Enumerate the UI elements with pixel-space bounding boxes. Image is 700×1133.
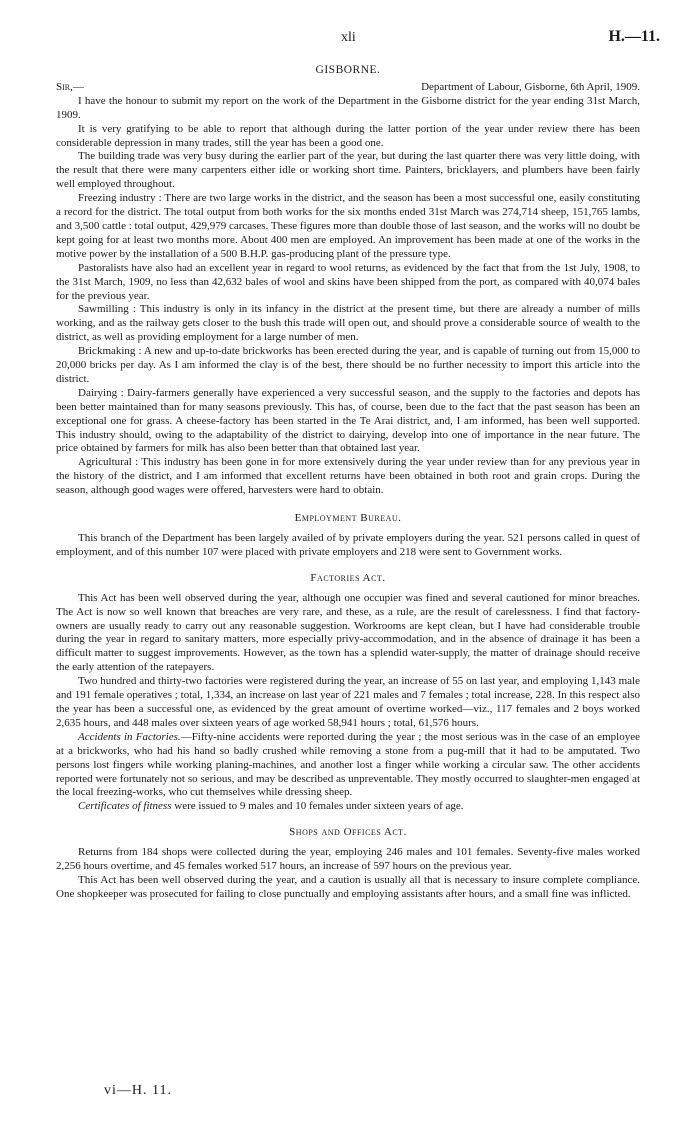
section-heading-factories-act: Factories Act.	[310, 571, 386, 584]
salutation: Sir,—	[56, 80, 84, 93]
report-paragraph: This Act has been well observed during the year, although one occupier was fined and several cautioned for minor breaches. The Act is now so well known that breaches are very rare, and these, as a rule, are the result of carelessness. I find that factory-owners are usually ready to carry out any reasonable suggestion. Workrooms are kept clean, but I have had considerable trouble during the year in regard to sanitary matters, more especially privy-accommodation, and in the absence of drainage it has been a difficult matter to suggest improvements. However, as the town has a splendid water-supply, the matter of drainage should receive the early attention of the ratepayers.	[56, 591, 640, 674]
report-paragraph: Two hundred and thirty-two factories were registered during the year, an increase of 55 on last year, and employing 1,143 male and 191 female operatives ; total, 1,334, an increase on last year of 221 males and 7 females ; total increase, 228. In this respect also the year has been a successful one, as evidenced by the great amount of overtime worked—viz., 117 females and 2 boys worked 2,635 hours, and 448 males over sixteen years of age worked 58,941 hours ; total, 61,576 hours.	[56, 675, 640, 729]
report-paragraph: I have the honour to submit my report on the work of the Department in the Gisborne district for the year ending 31st March, 1909.	[56, 94, 640, 121]
report-paragraph: This branch of the Department has been largely availed of by private employers during the year. 521 persons called in quest of employment, and of this number 107 were placed with private employers and 218 were sent to Government works.	[56, 532, 640, 558]
certificates-paragraph	[56, 800, 640, 814]
report-paragraph: Dairying : Dairy-farmers generally have experienced a very successful season, and the supply to the factories and depots has been better maintained than for many seasons previously. This has, of course, been due to the fact that the past season has been an exceptional one for grass. A cheese-factory has been started in the Te Arai district, and, I am informed, has been well supported. This industry should, owing to the adaptability of the district to dairying, develop into one of importance in the near future. The price obtained by farmers for milk has also been better than that obtained last year.	[56, 386, 640, 455]
document-reference: H.—11.	[608, 28, 660, 45]
report-paragraph: Freezing industry : There are two large works in the district, and the season has been a most successful one, easily constituting a record for the district. The total output from both works for the six months ended 31st March was 274,714 sheep, 151,765 lambs, and 3,500 cattle : total output, 429,979 carcases. These figures more than double those of last season, and the works will no doubt be kept going for at least two months more. About 400 men are employed. An improvement has been made at one of the works in the motive power by the installation of a 500 B.H.P. gas-producing plant of the pressure type.	[56, 192, 640, 260]
report-body	[56, 64, 640, 902]
running-header	[0, 30, 700, 50]
report-paragraph: The building trade was very busy during the earlier part of the year, but during the last quarter there was very little doing, with the result that there were many carpenters either idle or working short time. Painters, bricklayers, and plumbers have been fairly well employed throughout.	[56, 150, 640, 191]
report-paragraph: Brickmaking : A new and up-to-date brickworks has been erected during the year, and is capable of turning out from 15,000 to 20,000 bricks per day. As I am informed the clay is of the best, there should be no further necessity to import this article into the district.	[56, 345, 640, 385]
accidents-paragraph	[56, 731, 640, 801]
certificates-text: were issued to 9 males and 10 females under sixteen years of age.	[171, 800, 464, 813]
accidents-text: —Fifty-nine accidents were reported during the year ; the most serious was in the case of an employee at a brickworks, who had his hand so badly crushed while removing a stone from a pug-mill that it had to be amputated. Two persons lost fingers while working planing-machines, and another lost a finger while working a circular saw. The other accidents reported were fortunately not so serious, and may be described as unpreventable. They mostly occurred to slaughter-men engaged at the local freezing-works, who cut themselves while dressing sheep.	[56, 730, 640, 799]
certificates-label: Certificates of fitness	[78, 800, 172, 813]
accidents-label: Accidents in Factories.	[78, 730, 181, 743]
report-paragraph: Returns from 184 shops were collected during the year, employing 246 males and 101 females. Seventy-five males worked 2,256 hours overtime, and 45 females worked 517 hours, an increase of 597 hours on the previous year.	[56, 846, 640, 873]
section-heading-employment-bureau: Employment Bureau.	[294, 512, 402, 525]
report-paragraph: Sawmilling : This industry is only in its infancy in the district at the present time, but there are already a number of mills working, and as the railway gets closer to the bush this trade will open out, and should prove a considerable source of wealth to the district, as well as providing employment for a large number of men.	[56, 303, 640, 344]
section-heading-shops-act: Shops and Offices Act.	[289, 826, 407, 839]
page-number: xli	[341, 30, 356, 45]
report-paragraph: It is very gratifying to be able to report that although during the latter portion of the year under review there has been considerable depression in many trades, still the year has been a good one.	[56, 122, 640, 149]
report-paragraph: Agricultural : This industry has been gone in for more extensively during the year under review than for any previous year in the history of the district, and I am informed that excellent returns have been obtained in both root and grain crops. During the season, although good wages were offered, harvesters were hard to obtain.	[56, 456, 640, 497]
sender-address: Department of Labour, Gisborne, 6th April, 1909.	[421, 80, 640, 93]
salutation-line	[56, 81, 640, 95]
report-paragraph: This Act has been well observed during the year, and a caution is usually all that is necessary to insure complete compliance. One shopkeeper was prosecuted for failing to close punctually and employing assistants after hours, and a small fine was inflicted.	[56, 873, 640, 900]
footer-signature: vi—H. 11.	[104, 1083, 172, 1098]
report-title: GISBORNE.	[315, 64, 381, 76]
report-paragraph: Pastoralists have also had an excellent year in regard to wool returns, as evidenced by the fact that from the 1st July, 1908, to the 31st March, 1909, no less than 42,632 bales of wool and skins have been shipped from the port, as compared with 40,074 bales for the previous year.	[56, 261, 640, 302]
